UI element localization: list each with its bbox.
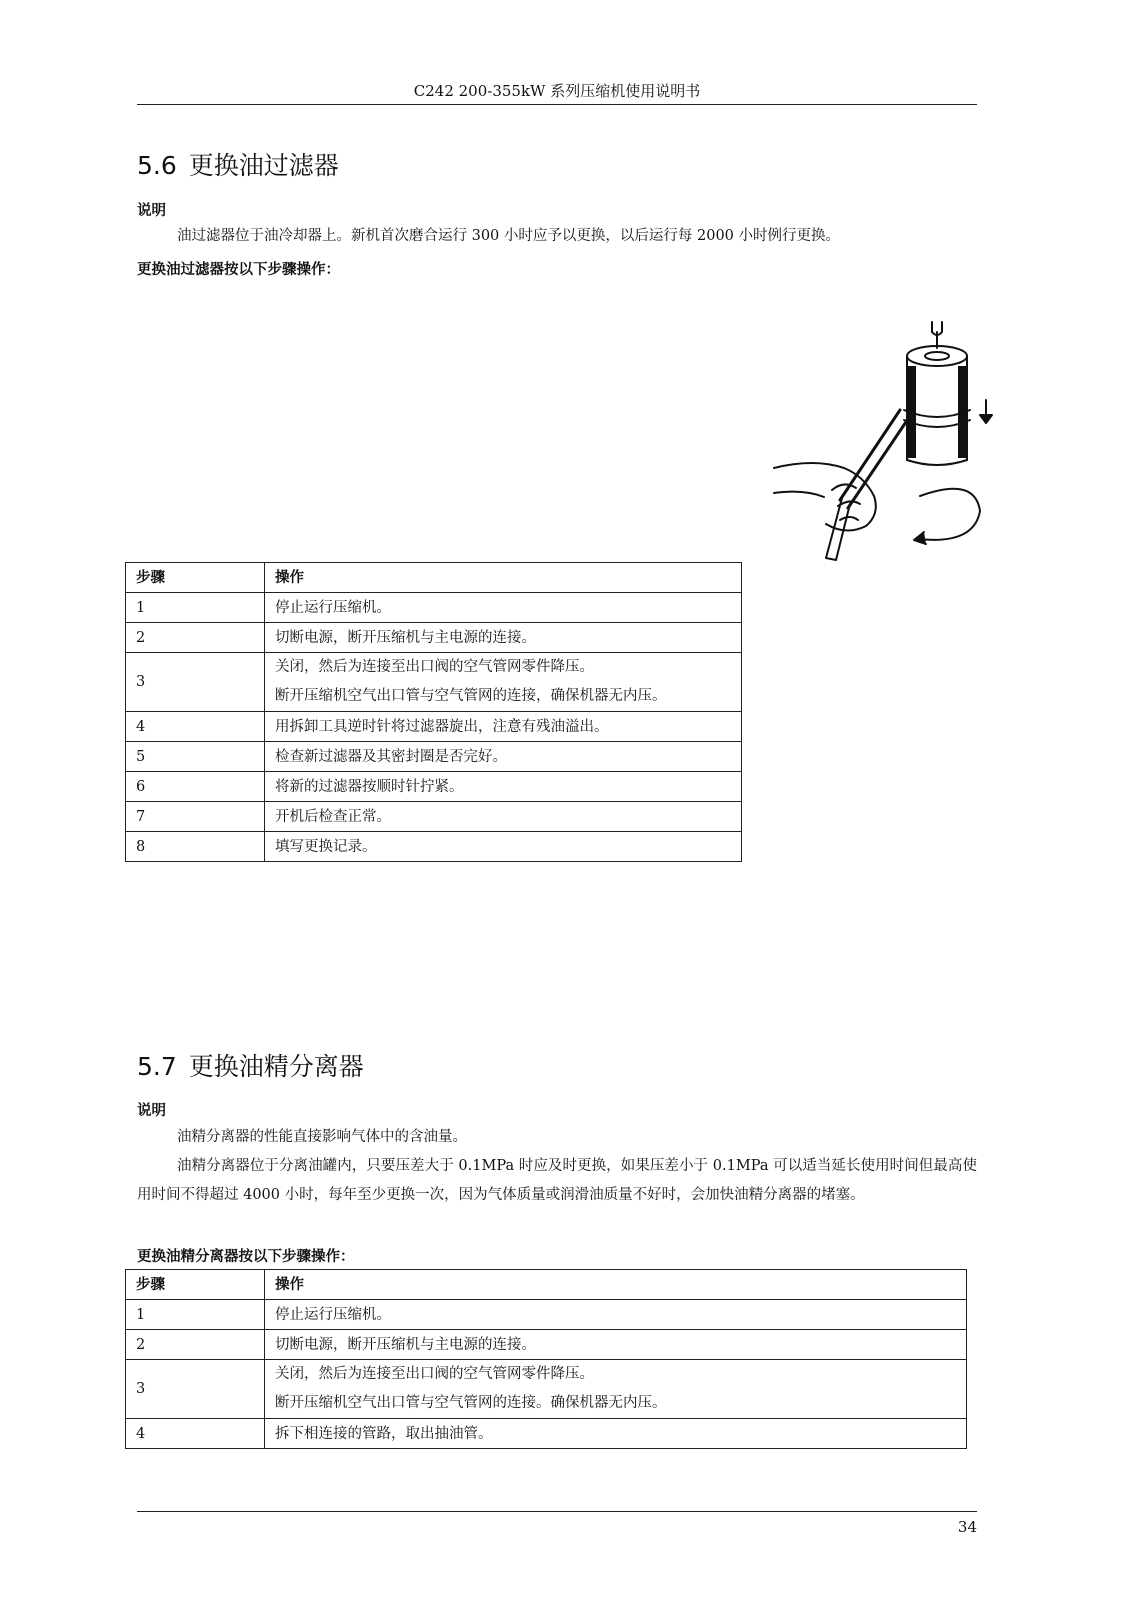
header-rule — [137, 104, 977, 105]
table-row — [126, 832, 742, 862]
description-paragraph: 油精分离器位于分离油罐内，只要压差大于 0.1MPa 时应及时更换，如果压差小于 0.1MPa 可以适当延长使用时间但最高使用时间不得超过 4000 小时，每年至少更换一次，因为气体质量或润滑油质量不好时，会加快油精分离器的堵塞。 — [137, 1158, 977, 1203]
step-number: 6 — [126, 772, 265, 802]
table-row — [126, 1360, 967, 1419]
note-label: 说明 — [137, 1103, 166, 1119]
step-action: 停止运行压缩机。 — [265, 593, 742, 623]
step-action: 拆下相连接的管路，取出抽油管。 — [265, 1419, 967, 1449]
table-row — [126, 1419, 967, 1449]
step-number: 4 — [126, 712, 265, 742]
section-title: 更换油过滤器 — [188, 151, 339, 180]
table-row — [126, 802, 742, 832]
section-title: 更换油精分离器 — [188, 1052, 364, 1081]
step-number: 1 — [126, 1300, 265, 1330]
section-number: 5.7 — [137, 1052, 177, 1081]
description-paragraph: 油过滤器位于油冷却器上。新机首次磨合运行 300 小时应予以更换，以后运行每 2000 小时例行更换。 — [177, 228, 841, 244]
step-action: 将新的过滤器按顺时针拧紧。 — [265, 772, 742, 802]
step-number: 7 — [126, 802, 265, 832]
step-action-line: 关闭，然后为连接至出口阀的空气管网零件降压。 — [275, 659, 594, 675]
step-number: 3 — [126, 653, 265, 712]
section-5-7-heading — [137, 1047, 364, 1083]
step-number: 4 — [126, 1419, 265, 1449]
step-action: 开机后检查正常。 — [265, 802, 742, 832]
step-action: 切断电源，断开压缩机与主电源的连接。 — [265, 623, 742, 653]
steps-table-5-7 — [125, 1269, 967, 1449]
step-number: 3 — [126, 1360, 265, 1419]
table-header-row — [126, 563, 742, 593]
running-header: C242 200-355kW 系列压缩机使用说明书 — [413, 82, 701, 100]
page-number: 34 — [957, 1518, 977, 1536]
step-action — [265, 653, 742, 712]
step-action — [265, 1360, 967, 1419]
header-step: 步骤 — [126, 1270, 265, 1300]
step-number: 8 — [126, 832, 265, 862]
header-action: 操作 — [265, 563, 742, 593]
steps-intro: 更换油精分离器按以下步骤操作： — [137, 1249, 355, 1265]
header-step: 步骤 — [126, 563, 265, 593]
table-header-row — [126, 1270, 967, 1300]
step-number: 1 — [126, 593, 265, 623]
table-row — [126, 623, 742, 653]
section-5-6-heading — [137, 146, 339, 182]
step-action-line: 断开压缩机空气出口管与空气管网的连接，确保机器无内压。 — [275, 688, 667, 704]
step-number: 2 — [126, 1330, 265, 1360]
footer-rule — [137, 1511, 977, 1512]
step-number: 5 — [126, 742, 265, 772]
step-action: 切断电源，断开压缩机与主电源的连接。 — [265, 1330, 967, 1360]
header-action: 操作 — [265, 1270, 967, 1300]
step-action: 停止运行压缩机。 — [265, 1300, 967, 1330]
table-row — [126, 1300, 967, 1330]
step-action-line: 关闭，然后为连接至出口阀的空气管网零件降压。 — [275, 1366, 594, 1382]
table-row — [126, 712, 742, 742]
oil-filter-removal-illustration — [772, 318, 1002, 563]
table-row — [126, 742, 742, 772]
description-paragraph: 油精分离器的性能直接影响气体中的含油量。 — [177, 1129, 467, 1145]
section-number: 5.6 — [137, 151, 177, 180]
note-label: 说明 — [137, 203, 166, 219]
step-action: 用拆卸工具逆时针将过滤器旋出，注意有残油溢出。 — [265, 712, 742, 742]
step-number: 2 — [126, 623, 265, 653]
step-action: 检查新过滤器及其密封圈是否完好。 — [265, 742, 742, 772]
table-row — [126, 772, 742, 802]
table-row — [126, 593, 742, 623]
table-row — [126, 653, 742, 712]
steps-intro: 更换油过滤器按以下步骤操作： — [137, 262, 340, 278]
step-action-line: 断开压缩机空气出口管与空气管网的连接。确保机器无内压。 — [275, 1395, 667, 1411]
step-action: 填写更换记录。 — [265, 832, 742, 862]
table-row — [126, 1330, 967, 1360]
steps-table-5-6 — [125, 562, 742, 862]
